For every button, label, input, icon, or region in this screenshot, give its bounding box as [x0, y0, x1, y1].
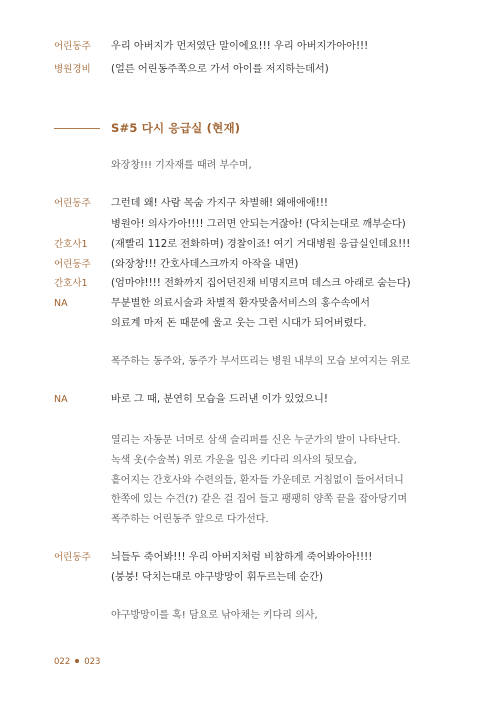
page-number-right: 023 [84, 657, 101, 667]
stage-direction: 녹색 옷(수술복) 위로 가운을 입은 키다리 의사의 뒷모습, [111, 455, 357, 466]
dialogue-text: 우리 아버지가 먼저였단 말이에요!!! 우리 아버지가아아!!! [111, 41, 369, 52]
stage-direction: 야구방망이를 혹! 담요로 낚아채는 키다리 의사, [111, 610, 318, 621]
speaker-name: 간호사1 [54, 278, 88, 289]
stage-direction: 폭주하는 어린동주 앞으로 다가선다. [111, 514, 269, 525]
page-number-left: 022 [54, 657, 71, 667]
dialogue-text: 의료계 마저 돈 때문에 울고 웃는 그런 시대가 되어버렸다. [111, 318, 367, 329]
dialogue-text: 그런데 왜! 사람 목숨 가지구 차별해! 왜애애애!!! [111, 198, 328, 209]
speaker-name: 간호사1 [54, 239, 88, 250]
stage-direction: 와장창!!! 기자재를 때려 부수며, [111, 160, 252, 171]
page-numbers [54, 657, 100, 668]
dialogue-text: (붕붕! 닥치는대로 야구방망이 휘두르는데 순간) [111, 572, 323, 583]
speaker-name: 어린동주 [54, 198, 91, 209]
speaker-name: 어린동주 [54, 552, 91, 563]
stage-direction: 한쪽에 있는 수건(?) 같은 걸 집어 들고 팽팽히 양쪽 끝을 잡아당기며 [111, 494, 408, 505]
speaker-name: NA [54, 298, 68, 309]
speaker-name: 어린동주 [54, 41, 91, 52]
dialogue-text: (와장창!!! 간호사데스크까지 아작을 내면) [111, 259, 299, 270]
dialogue-text: 무분별한 의료시술과 차별적 환자맞춤서비스의 홍수속에서 [111, 298, 370, 309]
speaker-name: 어린동주 [54, 259, 91, 270]
stage-direction: 열리는 자동문 너머로 삼색 슬리퍼를 신은 누군가의 발이 나타난다. [111, 435, 401, 446]
folio-separator-dot [75, 659, 79, 663]
dialogue-text: 바로 그 때, 분연히 모습을 드러낸 이가 있었으니! [111, 394, 328, 405]
scene-heading: S#5 다시 응급실 (현재) [111, 121, 241, 135]
speaker-name: 병원경비 [54, 64, 91, 75]
stage-direction: 폭주하는 동주와, 동주가 부서뜨리는 병원 내부의 모습 보여지는 위로 [111, 356, 411, 367]
dialogue-text: (엄마야!!!! 전화까지 집어던진채 비명지르며 데스크 아래로 숨는다) [111, 278, 411, 289]
speaker-name: NA [54, 394, 68, 405]
stage-direction: 흩어지는 간호사와 수련의들, 환자들 가운데로 거침없이 들어서더니 [111, 475, 404, 486]
scene-heading-rule [54, 128, 100, 129]
dialogue-text: 늬들두 죽어봐!!! 우리 아버지처럼 비참하게 죽어봐아아!!!! [111, 552, 373, 563]
dialogue-text: (재빨리 112로 전화하며) 경찰이죠! 여기 거대병원 응급실인데요!!! [111, 239, 411, 250]
dialogue-text: 병원아! 의사가아!!!! 그러면 안되는거잖아! (닥치는대로 깨부순다) [111, 219, 406, 230]
dialogue-text: (얼른 어린동주쪽으로 가서 아이를 저지하는데서) [111, 64, 329, 75]
